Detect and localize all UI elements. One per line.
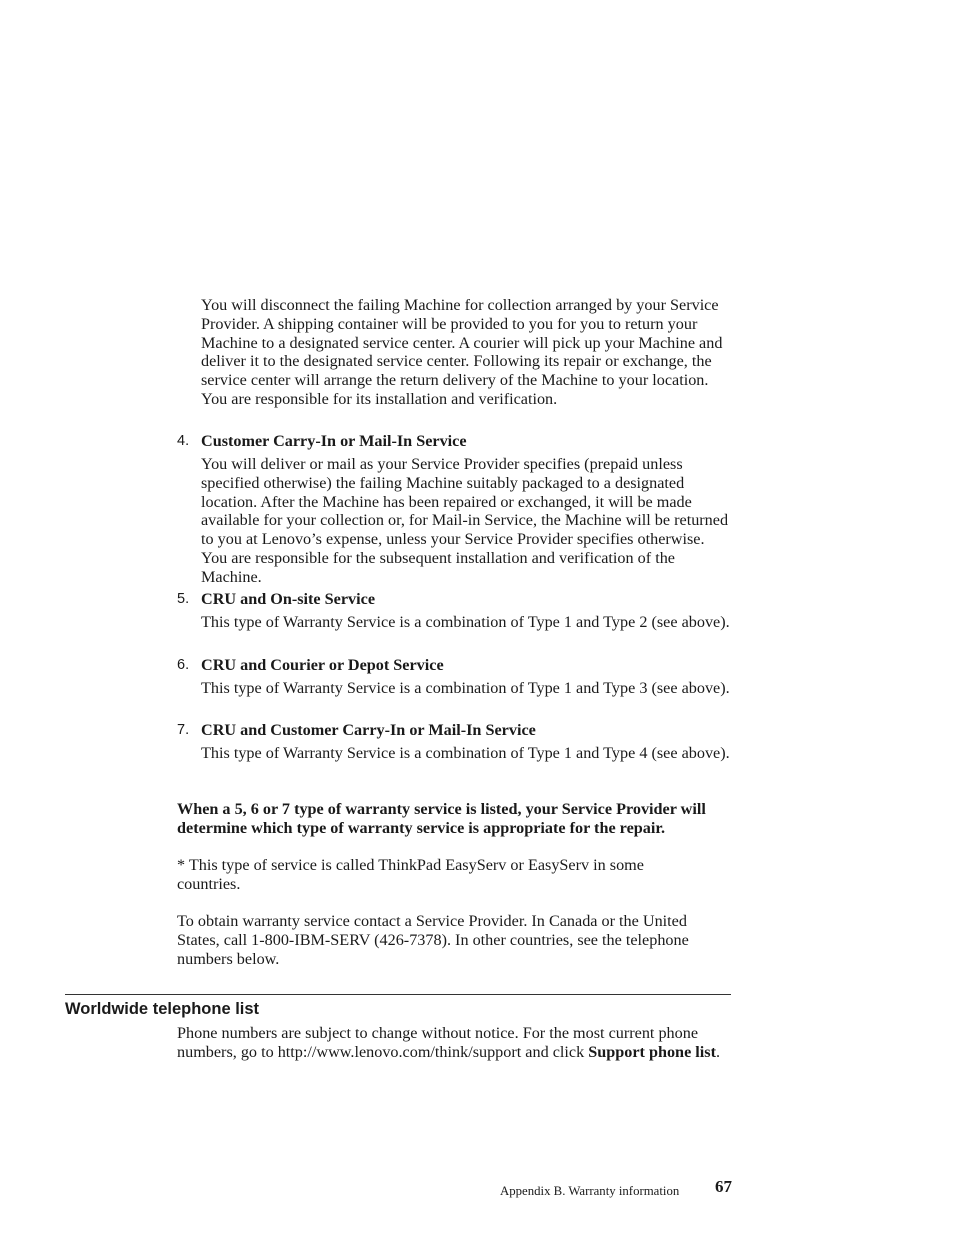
page-number: 67 (715, 1177, 732, 1196)
warranty-type-note: When a 5, 6 or 7 type of warranty service is listed, your Service Provider will determine which type of warranty service is appropriate for the repair. (177, 800, 706, 837)
list-item-number: 4. (177, 433, 190, 449)
list-item-number: 6. (177, 657, 190, 673)
list-item-description: This type of Warranty Service is a combination of Type 1 and Type 2 (see above). (201, 613, 730, 631)
obtain-service-paragraph: To obtain warranty service contact a Service Provider. In Canada or the United States, call 1-800-IBM-SERV (426-7378). In other countries, see the telephone numbers below. (177, 912, 689, 968)
footer-text: Appendix B. Warranty information (500, 1184, 680, 1198)
list-item-title: Customer Carry-In or Mail-In Service (201, 432, 467, 450)
list-item-title: CRU and Customer Carry-In or Mail-In Service (201, 721, 536, 739)
phone-list-paragraph (177, 1024, 722, 1062)
support-phone-list-link[interactable]: Support phone list (588, 1042, 716, 1061)
phone-paragraph-text: Phone numbers are subject to change without notice. For the most current phone numbers, go to http://www.lenovo.com/think/support and click (177, 1024, 699, 1061)
list-item-description: This type of Warranty Service is a combination of Type 1 and Type 3 (see above). (201, 679, 730, 697)
section-heading: Worldwide telephone list (65, 1000, 260, 1018)
list-item-number: 7. (177, 722, 190, 738)
footnote: * This type of service is called ThinkPad EasyServ or EasyServ in some countries. (177, 856, 644, 893)
list-item-description: You will deliver or mail as your Service Provider specifies (prepaid unless specified otherwise) the failing Machine suitably packaged to a designated location. After the Machine has been repaired or exchanged, it will be made available for your collection or, for Mail-in Service, the Machine will be returned to you at Lenovo’s expense, unless your Service Provider specifies otherwise. You are responsible for the subsequent installation and verification of the Machine. (201, 455, 729, 586)
phone-paragraph-end: . (715, 1042, 721, 1061)
intro-paragraph: You will disconnect the failing Machine for collection arranged by your Service Provider. A shipping container will be provided to you for you to return your Machine to a designated service center. A courier will pick up your Machine and deliver it to the designated service center. Following its repair or exchange, the service center will arrange the return delivery of the Machine to your location. You are responsible for its installation and verification. (201, 296, 723, 408)
list-item-description: This type of Warranty Service is a combination of Type 1 and Type 4 (see above). (201, 744, 730, 762)
list-item-title: CRU and Courier or Depot Service (201, 656, 444, 674)
list-item-title: CRU and On-site Service (201, 590, 375, 608)
list-item-number: 5. (177, 591, 190, 607)
section-divider (65, 994, 731, 995)
